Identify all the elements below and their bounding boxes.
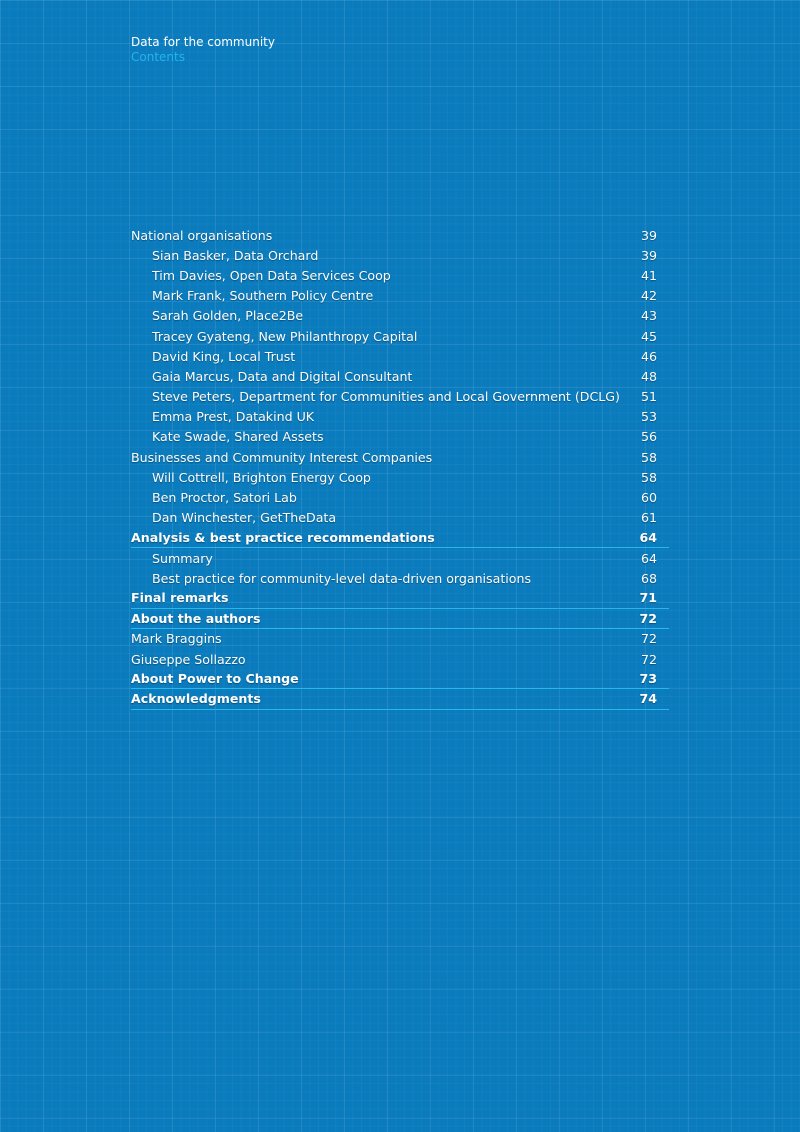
toc-entry[interactable] bbox=[131, 447, 669, 467]
toc-entry[interactable] bbox=[131, 568, 669, 588]
toc-entry[interactable] bbox=[131, 366, 669, 386]
toc-entry-label: Final remarks bbox=[131, 590, 229, 606]
toc-entry-page-number: 56 bbox=[640, 429, 657, 445]
toc-entry-page-number: 39 bbox=[640, 247, 657, 263]
toc-entry[interactable] bbox=[131, 265, 669, 285]
toc-entry-page-number: 39 bbox=[640, 227, 657, 243]
toc-entry-label: Businesses and Community Interest Companies bbox=[131, 449, 433, 465]
toc-entry-page-number: 58 bbox=[640, 449, 657, 465]
toc-entry-page-number: 74 bbox=[639, 691, 657, 707]
document-title: Data for the community bbox=[131, 35, 275, 49]
toc-entry-label: Emma Prest, Datakind UK bbox=[152, 409, 315, 425]
toc-entry-label: About the authors bbox=[131, 610, 261, 626]
toc-entry-page-number: 58 bbox=[640, 469, 657, 485]
toc-entry-page-number: 68 bbox=[640, 570, 657, 586]
toc-entry[interactable] bbox=[131, 245, 669, 265]
toc-entry-label: Ben Proctor, Satori Lab bbox=[152, 490, 297, 506]
toc-entry-label: Summary bbox=[152, 550, 213, 566]
toc-entry-label: Analysis & best practice recommendations bbox=[131, 529, 435, 545]
toc-entry[interactable] bbox=[131, 407, 669, 427]
toc-entry[interactable] bbox=[131, 689, 669, 709]
toc-entry-page-number: 51 bbox=[640, 389, 657, 405]
toc-entry-page-number: 42 bbox=[640, 288, 657, 304]
toc-entry-label: Mark Frank, Southern Policy Centre bbox=[152, 288, 374, 304]
toc-entry-label: Steve Peters, Department for Communities and Local Government (DCLG) bbox=[152, 389, 620, 405]
toc-entry[interactable] bbox=[131, 508, 669, 528]
toc-entry-label: Dan Winchester, GetTheData bbox=[152, 510, 337, 526]
toc-entry[interactable] bbox=[131, 346, 669, 366]
toc-entry-page-number: 46 bbox=[640, 348, 657, 364]
toc-entry-label: National organisations bbox=[131, 227, 273, 243]
toc-entry[interactable] bbox=[131, 649, 669, 669]
toc-entry-label: Sian Basker, Data Orchard bbox=[152, 247, 319, 263]
toc-entry-page-number: 45 bbox=[640, 328, 657, 344]
toc-entry-label: Tracey Gyateng, New Philanthropy Capital bbox=[152, 328, 418, 344]
toc-entry-page-number: 61 bbox=[640, 510, 657, 526]
toc-entry[interactable] bbox=[131, 609, 669, 629]
toc-entry[interactable] bbox=[131, 588, 669, 608]
toc-entry-label: David King, Local Trust bbox=[152, 348, 296, 364]
toc-entry[interactable] bbox=[131, 669, 669, 689]
toc-entry-label: Sarah Golden, Place2Be bbox=[152, 308, 304, 324]
toc-entry-label: Gaia Marcus, Data and Digital Consultant bbox=[152, 368, 413, 384]
section-title: Contents bbox=[131, 50, 185, 64]
toc-entry[interactable] bbox=[131, 467, 669, 487]
toc-entry-label: Acknowledgments bbox=[131, 691, 261, 707]
toc-entry-label: Tim Davies, Open Data Services Coop bbox=[152, 267, 391, 283]
toc-entry-page-number: 41 bbox=[640, 267, 657, 283]
toc-entry-page-number: 64 bbox=[640, 550, 657, 566]
toc-entry-page-number: 72 bbox=[640, 651, 657, 667]
toc-entry[interactable] bbox=[131, 225, 669, 245]
toc-entry-label: Mark Braggins bbox=[131, 631, 222, 647]
toc-entry-page-number: 53 bbox=[640, 409, 657, 425]
toc-entry-label: Kate Swade, Shared Assets bbox=[152, 429, 324, 445]
toc-entry[interactable] bbox=[131, 548, 669, 568]
toc-entry[interactable] bbox=[131, 427, 669, 447]
toc-entry-page-number: 48 bbox=[640, 368, 657, 384]
toc-entry-page-number: 71 bbox=[639, 590, 657, 606]
toc-entry[interactable] bbox=[131, 528, 669, 548]
page-header bbox=[131, 35, 275, 65]
toc-entry-page-number: 73 bbox=[639, 671, 657, 687]
toc-entry[interactable] bbox=[131, 387, 669, 407]
toc-entry[interactable] bbox=[131, 487, 669, 507]
toc-entry-page-number: 72 bbox=[639, 610, 657, 626]
toc-entry-label: About Power to Change bbox=[131, 671, 299, 687]
toc-entry-label: Will Cottrell, Brighton Energy Coop bbox=[152, 469, 371, 485]
toc-entry-label: Giuseppe Sollazzo bbox=[131, 651, 246, 667]
toc-entry[interactable] bbox=[131, 326, 669, 346]
toc-entry-page-number: 64 bbox=[639, 529, 657, 545]
toc-entry[interactable] bbox=[131, 629, 669, 649]
toc-entry[interactable] bbox=[131, 306, 669, 326]
toc-entry-page-number: 72 bbox=[640, 631, 657, 647]
toc-entry-label: Best practice for community-level data-driven organisations bbox=[152, 570, 532, 586]
toc-entry-page-number: 60 bbox=[640, 490, 657, 506]
toc-entry[interactable] bbox=[131, 286, 669, 306]
table-of-contents bbox=[131, 225, 669, 710]
toc-entry-page-number: 43 bbox=[640, 308, 657, 324]
